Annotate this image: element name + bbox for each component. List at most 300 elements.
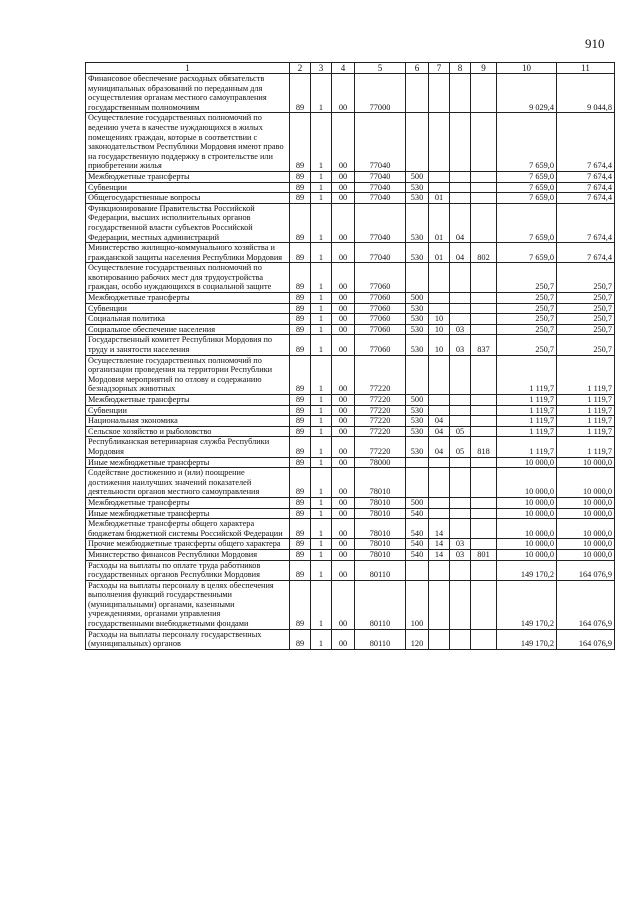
row-cell-col-2: 89: [290, 193, 311, 204]
row-cell-col-5: 77040: [355, 171, 406, 182]
row-cell-col-3: 1: [311, 519, 332, 539]
row-cell-col-3: 1: [311, 335, 332, 355]
row-cell-col-9: [471, 580, 497, 629]
row-cell-col-2: 89: [290, 293, 311, 304]
row-cell-col-9: [471, 560, 497, 580]
row-description: Межбюджетные трансферты: [86, 497, 290, 508]
row-cell-col-2: 89: [290, 539, 311, 550]
row-cell-col-8: [450, 314, 471, 325]
row-cell-col-5: 80110: [355, 560, 406, 580]
row-cell-col-5: 77060: [355, 303, 406, 314]
row-cell-col-11: 250,7: [557, 293, 615, 304]
header-col-10: 10: [497, 63, 557, 74]
row-cell-col-8: 05: [450, 426, 471, 437]
table-row: [86, 193, 615, 204]
row-cell-col-9: [471, 468, 497, 498]
row-cell-col-6: 530: [406, 303, 429, 314]
row-cell-col-3: 1: [311, 74, 332, 113]
row-cell-col-10: 10 000,0: [497, 497, 557, 508]
row-cell-col-11: 164 076,9: [557, 629, 615, 649]
row-cell-col-10: 7 659,0: [497, 203, 557, 242]
row-cell-col-5: 77060: [355, 324, 406, 335]
row-description: Министерство жилищно-коммунального хозяйства и гражданской защиты населения Республики Мордовия: [86, 243, 290, 263]
row-cell-col-6: 100: [406, 580, 429, 629]
row-cell-col-8: [450, 113, 471, 172]
row-cell-col-6: 530: [406, 182, 429, 193]
row-description: Межбюджетные трансферты: [86, 293, 290, 304]
row-cell-col-5: 77040: [355, 182, 406, 193]
row-cell-col-9: [471, 303, 497, 314]
table-row: [86, 113, 615, 172]
row-cell-col-2: 89: [290, 426, 311, 437]
row-cell-col-6: 500: [406, 171, 429, 182]
table-row: [86, 629, 615, 649]
row-cell-col-5: 78010: [355, 539, 406, 550]
row-cell-col-11: 10 000,0: [557, 549, 615, 560]
row-cell-col-11: 10 000,0: [557, 457, 615, 468]
row-cell-col-8: 04: [450, 203, 471, 242]
row-cell-col-2: 89: [290, 560, 311, 580]
table-row: [86, 519, 615, 539]
row-cell-col-7: 10: [429, 314, 450, 325]
row-cell-col-4: 00: [332, 171, 355, 182]
row-cell-col-11: 250,7: [557, 314, 615, 325]
row-cell-col-5: 78010: [355, 519, 406, 539]
row-cell-col-2: 89: [290, 335, 311, 355]
row-cell-col-7: [429, 171, 450, 182]
row-cell-col-8: [450, 263, 471, 293]
row-cell-col-9: [471, 405, 497, 416]
row-cell-col-11: 164 076,9: [557, 580, 615, 629]
table-row: [86, 539, 615, 550]
row-cell-col-3: 1: [311, 539, 332, 550]
row-cell-col-11: 7 674,4: [557, 203, 615, 242]
row-cell-col-11: 250,7: [557, 263, 615, 293]
row-cell-col-7: 01: [429, 193, 450, 204]
row-cell-col-3: 1: [311, 243, 332, 263]
row-description: Осуществление государственных полномочий по ведению учета в качестве нуждающихся в жилых помещениях граждан, которые в соответствии с законодательством Республики Мордовия имеют право на государственную поддержку в строительстве или приобретении жилья: [86, 113, 290, 172]
row-cell-col-9: [471, 182, 497, 193]
row-cell-col-9: [471, 497, 497, 508]
row-cell-col-9: 818: [471, 437, 497, 457]
row-cell-col-4: 00: [332, 74, 355, 113]
row-cell-col-10: 1 119,7: [497, 355, 557, 394]
row-cell-col-11: 250,7: [557, 335, 615, 355]
row-cell-col-2: 89: [290, 437, 311, 457]
row-cell-col-6: 540: [406, 519, 429, 539]
row-cell-col-7: [429, 629, 450, 649]
row-cell-col-6: 530: [406, 335, 429, 355]
row-cell-col-10: 9 029,4: [497, 74, 557, 113]
table-row: [86, 468, 615, 498]
row-cell-col-10: 250,7: [497, 263, 557, 293]
row-cell-col-10: 250,7: [497, 293, 557, 304]
row-description: Функционирование Правительства Российской Федерации, высших исполнительных органов государственной власти субъектов Российской Федерации, местных администраций: [86, 203, 290, 242]
header-col-6: 6: [406, 63, 429, 74]
row-cell-col-8: 05: [450, 437, 471, 457]
row-cell-col-8: [450, 355, 471, 394]
row-cell-col-9: [471, 324, 497, 335]
row-cell-col-6: [406, 113, 429, 172]
row-description: Национальная экономика: [86, 416, 290, 427]
row-cell-col-8: [450, 182, 471, 193]
row-cell-col-5: 77060: [355, 335, 406, 355]
row-cell-col-8: [450, 497, 471, 508]
row-cell-col-11: 7 674,4: [557, 171, 615, 182]
row-cell-col-6: 540: [406, 508, 429, 519]
row-description: Социальная политика: [86, 314, 290, 325]
row-cell-col-11: 1 119,7: [557, 395, 615, 406]
row-cell-col-7: 14: [429, 549, 450, 560]
table-row: [86, 263, 615, 293]
row-cell-col-3: 1: [311, 182, 332, 193]
row-cell-col-9: [471, 355, 497, 394]
row-cell-col-9: [471, 203, 497, 242]
row-cell-col-11: 10 000,0: [557, 508, 615, 519]
row-cell-col-4: 00: [332, 519, 355, 539]
row-cell-col-3: 1: [311, 263, 332, 293]
row-cell-col-5: 77040: [355, 243, 406, 263]
row-cell-col-4: 00: [332, 263, 355, 293]
row-cell-col-5: 77220: [355, 437, 406, 457]
row-cell-col-4: 00: [332, 405, 355, 416]
header-col-4: 4: [332, 63, 355, 74]
row-cell-col-6: 540: [406, 539, 429, 550]
row-description: Социальное обеспечение населения: [86, 324, 290, 335]
row-cell-col-8: [450, 193, 471, 204]
row-cell-col-4: 00: [332, 243, 355, 263]
row-cell-col-7: [429, 74, 450, 113]
row-cell-col-6: 120: [406, 629, 429, 649]
table-row: [86, 335, 615, 355]
row-cell-col-9: [471, 263, 497, 293]
row-cell-col-10: 7 659,0: [497, 243, 557, 263]
row-cell-col-8: 03: [450, 324, 471, 335]
row-cell-col-9: 801: [471, 549, 497, 560]
row-cell-col-4: 00: [332, 549, 355, 560]
row-cell-col-4: 00: [332, 457, 355, 468]
row-cell-col-4: 00: [332, 324, 355, 335]
row-cell-col-5: 80110: [355, 580, 406, 629]
row-description: Осуществление государственных полномочий по организации проведения на территории Республики Мордовия мероприятий по отлову и содержанию безнадзорных животных: [86, 355, 290, 394]
row-cell-col-3: 1: [311, 355, 332, 394]
header-col-5: 5: [355, 63, 406, 74]
row-cell-col-7: [429, 468, 450, 498]
row-cell-col-4: 00: [332, 113, 355, 172]
row-cell-col-2: 89: [290, 324, 311, 335]
row-cell-col-6: 530: [406, 314, 429, 325]
row-cell-col-6: [406, 355, 429, 394]
header-col-8: 8: [450, 63, 471, 74]
row-description: Субвенции: [86, 303, 290, 314]
row-cell-col-5: 77220: [355, 395, 406, 406]
row-cell-col-4: 00: [332, 182, 355, 193]
row-cell-col-2: 89: [290, 405, 311, 416]
row-cell-col-4: 00: [332, 193, 355, 204]
row-cell-col-11: 9 044,8: [557, 74, 615, 113]
row-cell-col-2: 89: [290, 497, 311, 508]
table-row: [86, 416, 615, 427]
table-row: [86, 203, 615, 242]
row-description: Межбюджетные трансферты: [86, 395, 290, 406]
row-cell-col-9: [471, 629, 497, 649]
row-description: Прочие межбюджетные трансферты общего характера: [86, 539, 290, 550]
row-cell-col-8: [450, 303, 471, 314]
row-cell-col-9: [471, 293, 497, 304]
row-cell-col-7: 10: [429, 335, 450, 355]
table-row: [86, 182, 615, 193]
row-cell-col-2: 89: [290, 182, 311, 193]
table-row: [86, 74, 615, 113]
row-cell-col-7: [429, 457, 450, 468]
row-cell-col-7: [429, 405, 450, 416]
header-col-9: 9: [471, 63, 497, 74]
row-cell-col-8: [450, 519, 471, 539]
row-cell-col-11: 1 119,7: [557, 416, 615, 427]
row-description: Расходы на выплаты персоналу в целях обеспечения выполнения функций государственными (муниципальными) органами, казенными учреждениями, органами управления государственными внебюджетными фондами: [86, 580, 290, 629]
table-row: [86, 293, 615, 304]
row-cell-col-4: 00: [332, 497, 355, 508]
row-cell-col-6: 530: [406, 324, 429, 335]
row-cell-col-10: 1 119,7: [497, 437, 557, 457]
row-cell-col-3: 1: [311, 497, 332, 508]
header-col-2: 2: [290, 63, 311, 74]
row-cell-col-3: 1: [311, 113, 332, 172]
row-cell-col-2: 89: [290, 519, 311, 539]
row-cell-col-4: 00: [332, 203, 355, 242]
row-description: Государственный комитет Республики Мордовия по труду и занятости населения: [86, 335, 290, 355]
row-cell-col-8: [450, 457, 471, 468]
row-cell-col-9: [471, 113, 497, 172]
row-cell-col-4: 00: [332, 355, 355, 394]
row-cell-col-6: 530: [406, 437, 429, 457]
row-cell-col-6: [406, 560, 429, 580]
row-cell-col-8: 03: [450, 335, 471, 355]
row-cell-col-11: 1 119,7: [557, 355, 615, 394]
row-cell-col-2: 89: [290, 303, 311, 314]
row-description: Общегосударственные вопросы: [86, 193, 290, 204]
row-cell-col-7: 01: [429, 243, 450, 263]
row-cell-col-2: 89: [290, 314, 311, 325]
table-row: [86, 508, 615, 519]
row-cell-col-11: 10 000,0: [557, 468, 615, 498]
row-cell-col-10: 10 000,0: [497, 539, 557, 550]
row-description: Содействие достижению и (или) поощрение достижения наилучших значений показателей деятельности органов местного самоуправления: [86, 468, 290, 498]
row-cell-col-9: [471, 171, 497, 182]
row-cell-col-3: 1: [311, 171, 332, 182]
row-cell-col-11: 7 674,4: [557, 243, 615, 263]
row-cell-col-10: 7 659,0: [497, 193, 557, 204]
row-cell-col-5: 77060: [355, 293, 406, 304]
row-cell-col-3: 1: [311, 468, 332, 498]
table-row: [86, 426, 615, 437]
row-description: Министерство финансов Республики Мордовия: [86, 549, 290, 560]
row-cell-col-6: [406, 457, 429, 468]
row-cell-col-5: 77220: [355, 355, 406, 394]
row-cell-col-7: [429, 182, 450, 193]
table-row: [86, 303, 615, 314]
row-cell-col-6: 530: [406, 405, 429, 416]
row-cell-col-6: [406, 468, 429, 498]
row-cell-col-10: 1 119,7: [497, 395, 557, 406]
row-cell-col-4: 00: [332, 580, 355, 629]
row-cell-col-5: 78010: [355, 468, 406, 498]
row-cell-col-8: 04: [450, 243, 471, 263]
row-description: Республиканская ветеринарная служба Республики Мордовия: [86, 437, 290, 457]
row-cell-col-8: [450, 171, 471, 182]
row-cell-col-7: 04: [429, 426, 450, 437]
row-cell-col-8: [450, 416, 471, 427]
row-cell-col-3: 1: [311, 416, 332, 427]
row-cell-col-10: 1 119,7: [497, 416, 557, 427]
row-cell-col-3: 1: [311, 193, 332, 204]
row-cell-col-9: [471, 519, 497, 539]
row-cell-col-5: 77060: [355, 263, 406, 293]
row-cell-col-3: 1: [311, 508, 332, 519]
row-description: Межбюджетные трансферты общего характера бюджетам бюджетной системы Российской Федерации: [86, 519, 290, 539]
row-cell-col-3: 1: [311, 560, 332, 580]
row-cell-col-11: 1 119,7: [557, 405, 615, 416]
row-cell-col-3: 1: [311, 395, 332, 406]
row-cell-col-5: 77060: [355, 314, 406, 325]
row-cell-col-9: [471, 539, 497, 550]
row-description: Сельское хозяйство и рыболовство: [86, 426, 290, 437]
row-cell-col-5: 78010: [355, 497, 406, 508]
row-cell-col-11: 250,7: [557, 324, 615, 335]
row-cell-col-9: [471, 74, 497, 113]
row-cell-col-7: [429, 508, 450, 519]
row-cell-col-9: [471, 314, 497, 325]
row-cell-col-4: 00: [332, 416, 355, 427]
row-cell-col-8: 03: [450, 539, 471, 550]
row-cell-col-2: 89: [290, 395, 311, 406]
row-cell-col-8: 03: [450, 549, 471, 560]
row-cell-col-3: 1: [311, 203, 332, 242]
row-cell-col-4: 00: [332, 395, 355, 406]
row-cell-col-3: 1: [311, 293, 332, 304]
row-cell-col-10: 1 119,7: [497, 426, 557, 437]
row-cell-col-6: 500: [406, 395, 429, 406]
row-cell-col-11: 7 674,4: [557, 193, 615, 204]
row-cell-col-11: 1 119,7: [557, 437, 615, 457]
row-cell-col-2: 89: [290, 113, 311, 172]
row-cell-col-7: 04: [429, 416, 450, 427]
row-cell-col-2: 89: [290, 508, 311, 519]
row-cell-col-7: 04: [429, 437, 450, 457]
row-cell-col-11: 164 076,9: [557, 560, 615, 580]
row-cell-col-7: [429, 560, 450, 580]
row-cell-col-2: 89: [290, 416, 311, 427]
row-cell-col-6: 530: [406, 203, 429, 242]
row-cell-col-5: 77040: [355, 113, 406, 172]
row-cell-col-10: 250,7: [497, 324, 557, 335]
row-cell-col-3: 1: [311, 314, 332, 325]
table-row: [86, 497, 615, 508]
row-cell-col-10: 7 659,0: [497, 171, 557, 182]
row-cell-col-7: 14: [429, 539, 450, 550]
row-cell-col-6: [406, 263, 429, 293]
table-body: [86, 74, 615, 650]
row-cell-col-5: 77220: [355, 405, 406, 416]
row-cell-col-5: 77040: [355, 203, 406, 242]
row-cell-col-4: 00: [332, 539, 355, 550]
row-cell-col-10: 149 170,2: [497, 560, 557, 580]
table-row: [86, 457, 615, 468]
row-description: Осуществление государственных полномочий по квотированию рабочих мест для трудоустройства граждан, особо нуждающихся в социальной защите: [86, 263, 290, 293]
row-cell-col-6: 530: [406, 426, 429, 437]
row-description: Расходы на выплаты персоналу государственных (муниципальных) органов: [86, 629, 290, 649]
row-cell-col-2: 89: [290, 629, 311, 649]
row-description: Иные межбюджетные трансферты: [86, 457, 290, 468]
row-cell-col-2: 89: [290, 355, 311, 394]
row-cell-col-8: [450, 293, 471, 304]
row-cell-col-8: [450, 629, 471, 649]
row-cell-col-10: 149 170,2: [497, 629, 557, 649]
row-cell-col-8: [450, 395, 471, 406]
row-cell-col-2: 89: [290, 243, 311, 263]
table-row: [86, 395, 615, 406]
row-cell-col-9: 837: [471, 335, 497, 355]
row-cell-col-2: 89: [290, 580, 311, 629]
row-cell-col-8: [450, 580, 471, 629]
row-cell-col-2: 89: [290, 74, 311, 113]
row-cell-col-10: 250,7: [497, 303, 557, 314]
row-cell-col-7: [429, 355, 450, 394]
row-cell-col-7: [429, 113, 450, 172]
row-cell-col-11: 1 119,7: [557, 426, 615, 437]
row-cell-col-7: [429, 395, 450, 406]
row-cell-col-4: 00: [332, 468, 355, 498]
row-cell-col-10: 1 119,7: [497, 405, 557, 416]
row-cell-col-6: 530: [406, 193, 429, 204]
row-cell-col-3: 1: [311, 324, 332, 335]
row-cell-col-7: [429, 293, 450, 304]
row-cell-col-11: 7 674,4: [557, 182, 615, 193]
row-cell-col-3: 1: [311, 303, 332, 314]
row-cell-col-2: 89: [290, 457, 311, 468]
row-cell-col-4: 00: [332, 508, 355, 519]
table-row: [86, 314, 615, 325]
row-cell-col-10: 10 000,0: [497, 457, 557, 468]
row-cell-col-2: 89: [290, 203, 311, 242]
row-cell-col-11: 10 000,0: [557, 539, 615, 550]
row-cell-col-7: 14: [429, 519, 450, 539]
row-cell-col-7: [429, 580, 450, 629]
row-cell-col-6: [406, 74, 429, 113]
table-row: [86, 243, 615, 263]
row-cell-col-3: 1: [311, 457, 332, 468]
page-number: 910: [585, 36, 605, 51]
row-cell-col-10: 10 000,0: [497, 519, 557, 539]
row-cell-col-10: 149 170,2: [497, 580, 557, 629]
row-cell-col-2: 89: [290, 263, 311, 293]
row-cell-col-4: 00: [332, 426, 355, 437]
row-cell-col-9: [471, 426, 497, 437]
row-cell-col-7: 01: [429, 203, 450, 242]
table-row: [86, 405, 615, 416]
row-cell-col-11: 10 000,0: [557, 519, 615, 539]
row-cell-col-6: 500: [406, 497, 429, 508]
row-cell-col-10: 10 000,0: [497, 508, 557, 519]
table-row: [86, 324, 615, 335]
row-cell-col-5: 77220: [355, 426, 406, 437]
budget-table: [85, 62, 615, 650]
row-description: Субвенции: [86, 182, 290, 193]
table-row: [86, 355, 615, 394]
row-cell-col-3: 1: [311, 405, 332, 416]
header-col-7: 7: [429, 63, 450, 74]
row-cell-col-10: 250,7: [497, 314, 557, 325]
